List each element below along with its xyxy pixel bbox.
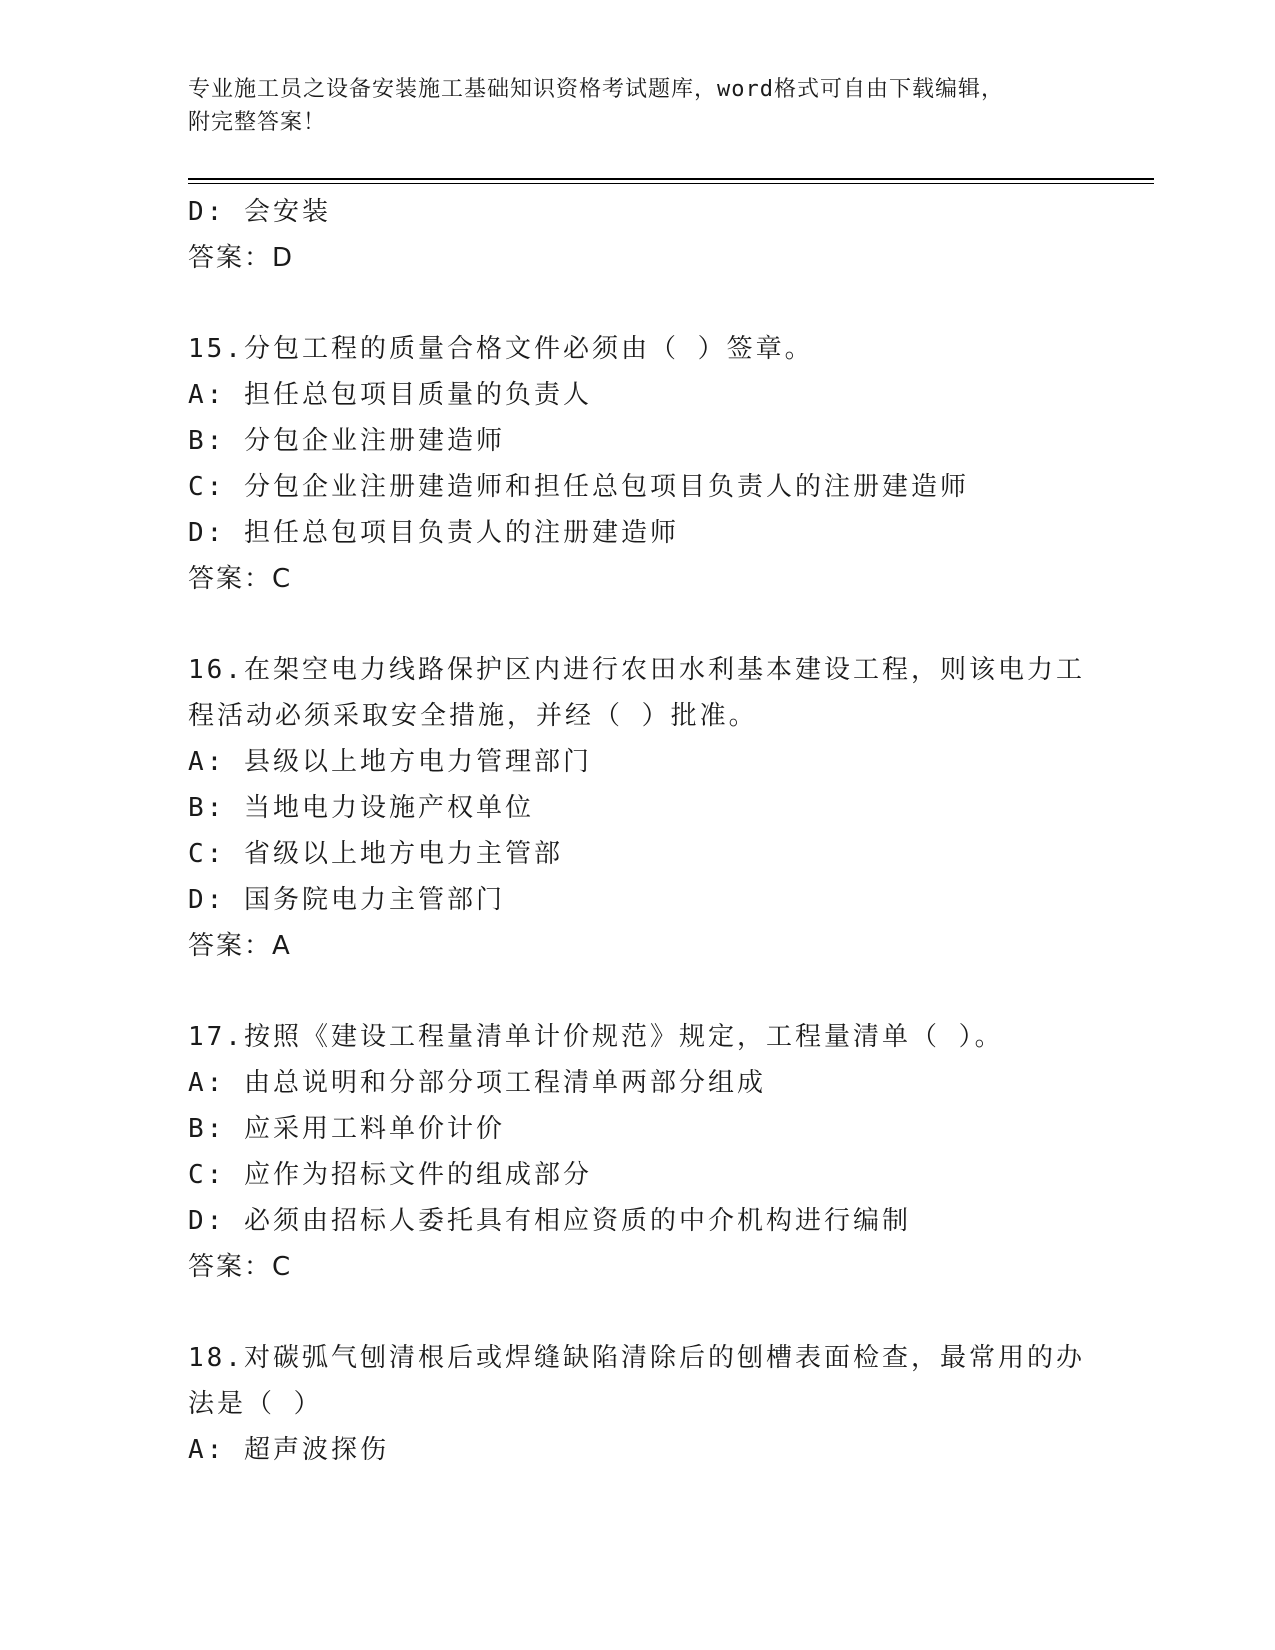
question-15 [188, 326, 1088, 602]
answer-line: 答案：A [188, 931, 292, 961]
option-c: C: 分包企业注册建造师和担任总包项目负责人的注册建造师 [188, 472, 969, 502]
header-divider-thin [188, 183, 1154, 184]
document-header [188, 73, 1088, 139]
question-stem: 15.分包工程的质量合格文件必须由（ ）签章。 [188, 334, 814, 364]
option-a: A: 担任总包项目质量的负责人 [188, 380, 592, 410]
question-18 [188, 1335, 1088, 1473]
question-17 [188, 1014, 1088, 1290]
answer-line: 答案：C [188, 564, 293, 594]
option-a: A: 县级以上地方电力管理部门 [188, 747, 592, 777]
option-a: A: 由总说明和分部分项工程清单两部分组成 [188, 1068, 766, 1098]
option-c: C: 省级以上地方电力主管部 [188, 839, 563, 869]
document-body [188, 189, 1088, 1473]
option-d: D: 必须由招标人委托具有相应资质的中介机构进行编制 [188, 1206, 911, 1236]
header-line-2: 附完整答案！ [188, 110, 327, 135]
option-b: B: 当地电力设施产权单位 [188, 793, 534, 823]
option-b: B: 应采用工料单价计价 [188, 1114, 505, 1144]
answer-line: 答案：D [188, 243, 295, 273]
option-d: D: 担任总包项目负责人的注册建造师 [188, 518, 679, 548]
answer-line: 答案：C [188, 1252, 293, 1282]
question-stem-continued: 程活动必须采取安全措施，并经（ ）批准。 [188, 701, 758, 731]
question-14-tail [188, 189, 1088, 281]
header-divider-thick [188, 178, 1154, 180]
question-stem: 18.对碳弧气刨清根后或焊缝缺陷清除后的刨槽表面检查，最常用的办 [188, 1343, 1085, 1373]
question-stem: 16.在架空电力线路保护区内进行农田水利基本建设工程，则该电力工 [188, 655, 1085, 685]
header-line-1: 专业施工员之设备安装施工基础知识资格考试题库，word格式可自由下载编辑， [188, 77, 1004, 102]
option-d: D: 国务院电力主管部门 [188, 885, 505, 915]
question-16 [188, 647, 1088, 969]
option-c: C: 应作为招标文件的组成部分 [188, 1160, 592, 1190]
option-b: B: 分包企业注册建造师 [188, 426, 505, 456]
option-d: D: 会安装 [188, 197, 331, 227]
question-stem-continued: 法是（ ） [188, 1389, 323, 1419]
option-a: A: 超声波探伤 [188, 1435, 389, 1465]
question-stem: 17.按照《建设工程量清单计价规范》规定，工程量清单（ ）。 [188, 1022, 1004, 1052]
